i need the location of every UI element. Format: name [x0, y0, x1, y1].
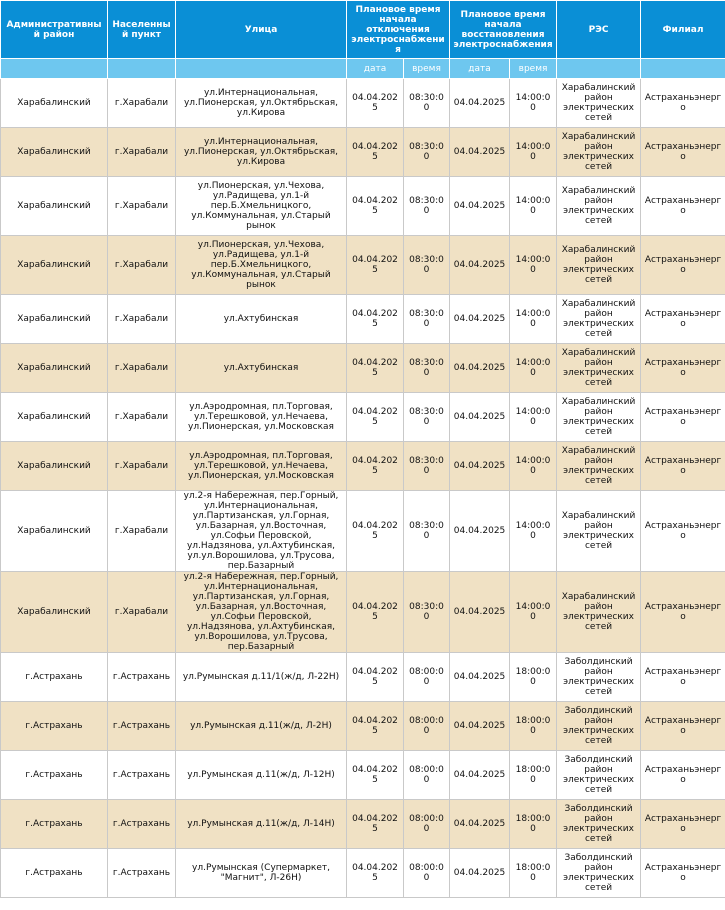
header-res: РЭС — [557, 1, 641, 59]
cell-off-time: 08:30:00 — [404, 442, 450, 491]
cell-street: ул.Румынская д.11/1(ж/д, Л-22Н) — [176, 653, 347, 702]
cell-settlement: г.Астрахань — [108, 702, 176, 751]
cell-district: Харабалинский — [1, 491, 108, 572]
cell-on-date: 04.04.2025 — [450, 79, 510, 128]
cell-district: г.Астрахань — [1, 751, 108, 800]
cell-settlement: г.Харабали — [108, 177, 176, 236]
cell-street: ул.Румынская д.11(ж/д, Л-14Н) — [176, 800, 347, 849]
cell-on-time: 18:00:00 — [510, 800, 557, 849]
table-row — [1, 236, 725, 295]
header-off-time: Плановое время начала отключения электроснабжения — [347, 1, 450, 59]
cell-branch: Астраханьэнерго — [641, 491, 725, 572]
table-row — [1, 572, 725, 653]
cell-off-date: 04.04.2025 — [347, 491, 404, 572]
cell-off-time: 08:30:00 — [404, 295, 450, 344]
table-body — [1, 79, 725, 898]
cell-on-time: 18:00:00 — [510, 702, 557, 751]
subheader-on-time: время — [510, 59, 557, 79]
cell-settlement: г.Харабали — [108, 295, 176, 344]
cell-off-time: 08:00:00 — [404, 702, 450, 751]
subheader-empty — [176, 59, 347, 79]
cell-res: Заболдинский район электрических сетей — [557, 653, 641, 702]
cell-on-date: 04.04.2025 — [450, 295, 510, 344]
header-settlement: Населенный пункт — [108, 1, 176, 59]
cell-branch: Астраханьэнерго — [641, 295, 725, 344]
cell-street: ул.Пионерская, ул.Чехова, ул.Радищева, ул.1-й пер.Б.Хмельницкого, ул.Коммунальная, ул.Старый рынок — [176, 177, 347, 236]
cell-on-time: 14:00:00 — [510, 295, 557, 344]
cell-settlement: г.Харабали — [108, 442, 176, 491]
subheader-empty — [641, 59, 725, 79]
cell-off-time: 08:00:00 — [404, 800, 450, 849]
cell-on-time: 18:00:00 — [510, 849, 557, 898]
cell-branch: Астраханьэнерго — [641, 442, 725, 491]
cell-settlement: г.Харабали — [108, 236, 176, 295]
cell-street: ул.Румынская д.11(ж/д, Л-12Н) — [176, 751, 347, 800]
cell-branch: Астраханьэнерго — [641, 849, 725, 898]
cell-on-time: 14:00:00 — [510, 177, 557, 236]
table-row — [1, 79, 725, 128]
cell-street: ул.Аэродромная, пл.Торговая, ул.Терешковой, ул.Нечаева, ул.Пионерская, ул.Московская — [176, 393, 347, 442]
cell-off-time: 08:00:00 — [404, 849, 450, 898]
cell-settlement: г.Астрахань — [108, 653, 176, 702]
cell-branch: Астраханьэнерго — [641, 79, 725, 128]
table-row — [1, 295, 725, 344]
cell-off-date: 04.04.2025 — [347, 295, 404, 344]
cell-off-date: 04.04.2025 — [347, 177, 404, 236]
cell-district: Харабалинский — [1, 442, 108, 491]
cell-res: Харабалинский район электрических сетей — [557, 79, 641, 128]
cell-branch: Астраханьэнерго — [641, 393, 725, 442]
cell-off-time: 08:30:00 — [404, 177, 450, 236]
table-row — [1, 849, 725, 898]
cell-branch: Астраханьэнерго — [641, 702, 725, 751]
cell-res: Заболдинский район электрических сетей — [557, 800, 641, 849]
cell-district: Харабалинский — [1, 128, 108, 177]
cell-off-time: 08:30:00 — [404, 393, 450, 442]
cell-district: Харабалинский — [1, 572, 108, 653]
cell-branch: Астраханьэнерго — [641, 653, 725, 702]
cell-settlement: г.Харабали — [108, 572, 176, 653]
cell-off-time: 08:30:00 — [404, 344, 450, 393]
table-row — [1, 800, 725, 849]
subheader-on-date: дата — [450, 59, 510, 79]
cell-off-date: 04.04.2025 — [347, 79, 404, 128]
cell-district: г.Астрахань — [1, 849, 108, 898]
cell-district: Харабалинский — [1, 177, 108, 236]
cell-on-time: 14:00:00 — [510, 442, 557, 491]
header-district: Административный район — [1, 1, 108, 59]
table-row — [1, 702, 725, 751]
cell-settlement: г.Харабали — [108, 344, 176, 393]
subheader-off-time: время — [404, 59, 450, 79]
cell-street: ул.Интернациональная, ул.Пионерская, ул.Октябрьская, ул.Кирова — [176, 79, 347, 128]
cell-settlement: г.Астрахань — [108, 751, 176, 800]
cell-on-date: 04.04.2025 — [450, 177, 510, 236]
cell-res: Харабалинский район электрических сетей — [557, 177, 641, 236]
cell-res: Харабалинский район электрических сетей — [557, 128, 641, 177]
cell-res: Заболдинский район электрических сетей — [557, 849, 641, 898]
cell-on-time: 14:00:00 — [510, 572, 557, 653]
cell-district: г.Астрахань — [1, 800, 108, 849]
cell-off-date: 04.04.2025 — [347, 653, 404, 702]
cell-on-time: 14:00:00 — [510, 393, 557, 442]
cell-settlement: г.Харабали — [108, 491, 176, 572]
cell-branch: Астраханьэнерго — [641, 344, 725, 393]
cell-street: ул.Аэродромная, пл.Торговая, ул.Терешковой, ул.Нечаева, ул.Пионерская, ул.Московская — [176, 442, 347, 491]
cell-off-time: 08:00:00 — [404, 751, 450, 800]
cell-branch: Астраханьэнерго — [641, 128, 725, 177]
table-row — [1, 653, 725, 702]
cell-off-date: 04.04.2025 — [347, 800, 404, 849]
cell-on-time: 14:00:00 — [510, 236, 557, 295]
cell-res: Харабалинский район электрических сетей — [557, 572, 641, 653]
cell-off-date: 04.04.2025 — [347, 751, 404, 800]
cell-district: Харабалинский — [1, 236, 108, 295]
cell-on-date: 04.04.2025 — [450, 344, 510, 393]
cell-on-date: 04.04.2025 — [450, 751, 510, 800]
cell-on-date: 04.04.2025 — [450, 702, 510, 751]
cell-off-date: 04.04.2025 — [347, 572, 404, 653]
cell-on-date: 04.04.2025 — [450, 849, 510, 898]
cell-street: ул.Ахтубинская — [176, 295, 347, 344]
header-on-time: Плановое время начала восстановления электроснабжения — [450, 1, 557, 59]
cell-district: г.Астрахань — [1, 653, 108, 702]
table-row — [1, 393, 725, 442]
cell-settlement: г.Харабали — [108, 79, 176, 128]
subheader-empty — [557, 59, 641, 79]
subheader-off-date: дата — [347, 59, 404, 79]
table-row — [1, 442, 725, 491]
cell-on-date: 04.04.2025 — [450, 800, 510, 849]
cell-district: Харабалинский — [1, 79, 108, 128]
cell-res: Харабалинский район электрических сетей — [557, 491, 641, 572]
cell-street: ул.Румынская (Супермаркет, "Магнит", Л-26Н) — [176, 849, 347, 898]
cell-on-time: 14:00:00 — [510, 491, 557, 572]
cell-on-time: 18:00:00 — [510, 751, 557, 800]
cell-branch: Астраханьэнерго — [641, 800, 725, 849]
cell-on-time: 18:00:00 — [510, 653, 557, 702]
cell-settlement: г.Харабали — [108, 393, 176, 442]
cell-on-time: 14:00:00 — [510, 344, 557, 393]
subheader-empty — [1, 59, 108, 79]
cell-on-date: 04.04.2025 — [450, 128, 510, 177]
cell-off-time: 08:30:00 — [404, 128, 450, 177]
subheader-empty — [108, 59, 176, 79]
cell-branch: Астраханьэнерго — [641, 751, 725, 800]
cell-district: Харабалинский — [1, 393, 108, 442]
cell-settlement: г.Астрахань — [108, 849, 176, 898]
cell-on-date: 04.04.2025 — [450, 442, 510, 491]
cell-off-time: 08:30:00 — [404, 572, 450, 653]
cell-res: Харабалинский район электрических сетей — [557, 295, 641, 344]
cell-on-date: 04.04.2025 — [450, 572, 510, 653]
table-row — [1, 128, 725, 177]
cell-off-date: 04.04.2025 — [347, 442, 404, 491]
cell-street: ул.2-я Набережная, пер.Горный, ул.Интернациональная, ул.Партизанская, ул.Горная, ул.Базарная, ул.Восточная, ул.Софьи Перовской, ул.Надзянова, ул.Ахтубинская, ул.ул.Ворошилова, ул.Трусова, пер.Базарный — [176, 491, 347, 572]
cell-off-date: 04.04.2025 — [347, 128, 404, 177]
cell-off-date: 04.04.2025 — [347, 849, 404, 898]
table-row — [1, 344, 725, 393]
cell-off-date: 04.04.2025 — [347, 393, 404, 442]
cell-branch: Астраханьэнерго — [641, 236, 725, 295]
cell-district: Харабалинский — [1, 344, 108, 393]
cell-street: ул.Ахтубинская — [176, 344, 347, 393]
cell-street: ул.Интернациональная, ул.Пионерская, ул.Октябрьская, ул.Кирова — [176, 128, 347, 177]
cell-street: ул.Пионерская, ул.Чехова, ул.Радищева, ул.1-й пер.Б.Хмельницкого, ул.Коммунальная, ул.Старый рынок — [176, 236, 347, 295]
cell-off-time: 08:30:00 — [404, 491, 450, 572]
cell-res: Заболдинский район электрических сетей — [557, 702, 641, 751]
cell-on-date: 04.04.2025 — [450, 491, 510, 572]
table-row — [1, 177, 725, 236]
cell-street: ул.2-я Набережная, пер.Горный, ул.Интернациональная, ул.Партизанская, ул.Горная, ул.Базарная, ул.Восточная, ул.Софьи Перовской, ул.Надзянова, ул.Ахтубинская, ул.Ворошилова, ул.Трусова, пер.Базарный — [176, 572, 347, 653]
cell-res: Харабалинский район электрических сетей — [557, 393, 641, 442]
cell-on-date: 04.04.2025 — [450, 236, 510, 295]
header-branch: Филиал — [641, 1, 725, 59]
cell-on-date: 04.04.2025 — [450, 653, 510, 702]
cell-on-date: 04.04.2025 — [450, 393, 510, 442]
cell-off-date: 04.04.2025 — [347, 236, 404, 295]
cell-res: Харабалинский район электрических сетей — [557, 344, 641, 393]
cell-off-time: 08:00:00 — [404, 653, 450, 702]
table-row — [1, 491, 725, 572]
cell-on-time: 14:00:00 — [510, 79, 557, 128]
cell-street: ул.Румынская д.11(ж/д, Л-2Н) — [176, 702, 347, 751]
cell-district: г.Астрахань — [1, 702, 108, 751]
cell-off-time: 08:30:00 — [404, 236, 450, 295]
cell-res: Харабалинский район электрических сетей — [557, 236, 641, 295]
cell-off-time: 08:30:00 — [404, 79, 450, 128]
header-street: Улица — [176, 1, 347, 59]
cell-branch: Астраханьэнерго — [641, 572, 725, 653]
cell-off-date: 04.04.2025 — [347, 702, 404, 751]
table-row — [1, 751, 725, 800]
cell-settlement: г.Астрахань — [108, 800, 176, 849]
cell-res: Заболдинский район электрических сетей — [557, 751, 641, 800]
cell-settlement: г.Харабали — [108, 128, 176, 177]
cell-on-time: 14:00:00 — [510, 128, 557, 177]
cell-res: Харабалинский район электрических сетей — [557, 442, 641, 491]
cell-branch: Астраханьэнерго — [641, 177, 725, 236]
cell-off-date: 04.04.2025 — [347, 344, 404, 393]
cell-district: Харабалинский — [1, 295, 108, 344]
